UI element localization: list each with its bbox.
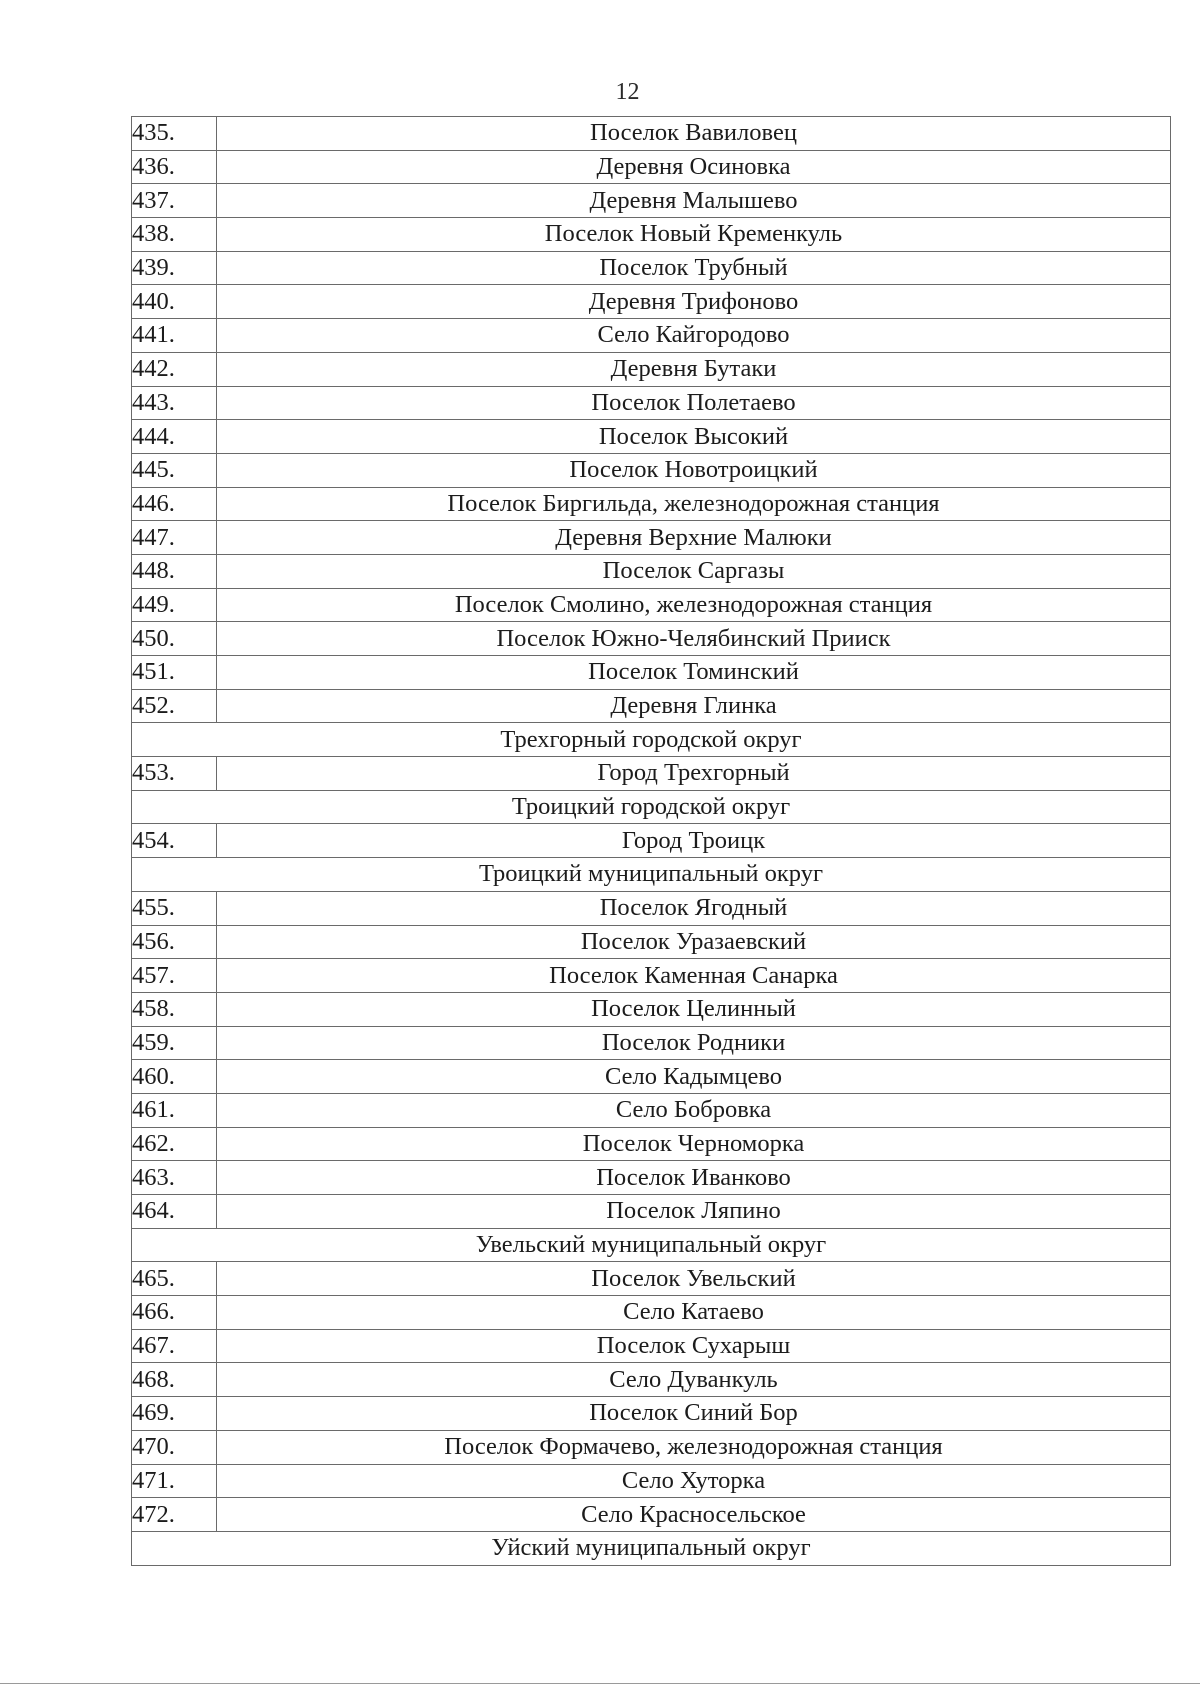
table-row [132,1195,1171,1229]
row-number: 451. [132,656,217,690]
table-row [132,824,1171,858]
row-number: 446. [132,487,217,521]
row-number: 468. [132,1363,217,1397]
settlement-name: Поселок Целинный [217,992,1171,1026]
settlement-name: Поселок Увельский [217,1262,1171,1296]
settlement-name: Поселок Формачево, железнодорожная станция [217,1430,1171,1464]
settlement-name: Поселок Уразаевский [217,925,1171,959]
table-row [132,656,1171,690]
settlement-name: Село Кайгородово [217,319,1171,353]
row-number: 471. [132,1464,217,1498]
row-number: 437. [132,184,217,218]
row-number: 467. [132,1329,217,1363]
table-row [132,959,1171,993]
row-number: 470. [132,1430,217,1464]
settlement-name: Поселок Иванково [217,1161,1171,1195]
settlement-name: Поселок Биргильда, железнодорожная станция [217,487,1171,521]
section-header-row [132,790,1171,824]
row-number: 440. [132,285,217,319]
settlement-name: Поселок Полетаево [217,386,1171,420]
row-number: 466. [132,1296,217,1330]
settlement-name: Поселок Южно-Челябинский Прииск [217,622,1171,656]
table-row [132,184,1171,218]
row-number: 455. [132,891,217,925]
settlement-name: Деревня Бутаки [217,352,1171,386]
section-title: Трехгорный городской округ [132,723,1171,757]
table-row [132,386,1171,420]
row-number: 435. [132,117,217,151]
row-number: 459. [132,1026,217,1060]
settlement-name: Поселок Трубный [217,251,1171,285]
row-number: 461. [132,1093,217,1127]
section-header-row [132,1531,1171,1565]
row-number: 463. [132,1161,217,1195]
settlement-name: Село Дуванкуль [217,1363,1171,1397]
table-row [132,521,1171,555]
table-row [132,992,1171,1026]
row-number: 443. [132,386,217,420]
row-number: 438. [132,218,217,252]
table-row [132,150,1171,184]
table-row [132,925,1171,959]
settlement-name: Деревня Малышево [217,184,1171,218]
row-number: 450. [132,622,217,656]
row-number: 465. [132,1262,217,1296]
table-row [132,1127,1171,1161]
settlement-name: Село Кадымцево [217,1060,1171,1094]
settlement-name: Поселок Ляпино [217,1195,1171,1229]
settlement-name: Поселок Саргазы [217,554,1171,588]
row-number: 452. [132,689,217,723]
settlement-name: Село Катаево [217,1296,1171,1330]
row-number: 462. [132,1127,217,1161]
page-bottom-rule [0,1683,1200,1684]
row-number: 454. [132,824,217,858]
row-number: 436. [132,150,217,184]
settlement-name: Поселок Высокий [217,420,1171,454]
row-number: 472. [132,1498,217,1532]
table-row [132,1060,1171,1094]
table-row [132,487,1171,521]
settlement-name: Деревня Глинка [217,689,1171,723]
settlement-name: Поселок Синий Бор [217,1397,1171,1431]
table-row [132,1430,1171,1464]
settlement-name: Поселок Томинский [217,656,1171,690]
settlement-name: Поселок Каменная Санарка [217,959,1171,993]
settlement-name: Город Трехгорный [217,757,1171,791]
row-number: 456. [132,925,217,959]
settlement-name: Село Бобровка [217,1093,1171,1127]
table-row [132,1498,1171,1532]
table-row [132,757,1171,791]
settlement-name: Поселок Новотроицкий [217,453,1171,487]
table-row [132,588,1171,622]
settlement-name: Село Хуторка [217,1464,1171,1498]
table-row [132,285,1171,319]
table-row [132,1329,1171,1363]
table-row [132,1296,1171,1330]
settlements-table [131,116,1171,1566]
settlement-name: Село Красносельское [217,1498,1171,1532]
table-row [132,689,1171,723]
table-row [132,1363,1171,1397]
section-title: Троицкий городской округ [132,790,1171,824]
row-number: 447. [132,521,217,555]
settlement-name: Поселок Смолино, железнодорожная станция [217,588,1171,622]
settlement-name: Деревня Осиновка [217,150,1171,184]
section-title: Увельский муниципальный округ [132,1228,1171,1262]
table-row [132,218,1171,252]
row-number: 460. [132,1060,217,1094]
settlement-name: Поселок Родники [217,1026,1171,1060]
table-row [132,420,1171,454]
table-row [132,117,1171,151]
row-number: 448. [132,554,217,588]
table-row [132,1464,1171,1498]
row-number: 445. [132,453,217,487]
row-number: 457. [132,959,217,993]
section-header-row [132,723,1171,757]
row-number: 441. [132,319,217,353]
settlements-table-body [132,117,1171,1566]
row-number: 464. [132,1195,217,1229]
row-number: 444. [132,420,217,454]
settlement-name: Поселок Сухарыш [217,1329,1171,1363]
row-number: 442. [132,352,217,386]
table-row [132,622,1171,656]
table-row [132,1397,1171,1431]
table-row [132,251,1171,285]
settlement-name: Поселок Ягодный [217,891,1171,925]
row-number: 439. [132,251,217,285]
table-row [132,1262,1171,1296]
settlement-name: Поселок Вавиловец [217,117,1171,151]
settlement-name: Город Троицк [217,824,1171,858]
table-row [132,352,1171,386]
settlement-name: Деревня Трифоново [217,285,1171,319]
section-header-row [132,1228,1171,1262]
table-row [132,453,1171,487]
table-row [132,1161,1171,1195]
table-row [132,319,1171,353]
page-number: 12 [615,79,640,105]
settlement-name: Поселок Черноморка [217,1127,1171,1161]
row-number: 449. [132,588,217,622]
settlement-name: Поселок Новый Кременкуль [217,218,1171,252]
table-row [132,554,1171,588]
row-number: 458. [132,992,217,1026]
section-header-row [132,858,1171,892]
section-title: Уйский муниципальный округ [132,1531,1171,1565]
table-row [132,1026,1171,1060]
settlement-name: Деревня Верхние Малюки [217,521,1171,555]
table-row [132,891,1171,925]
row-number: 469. [132,1397,217,1431]
row-number: 453. [132,757,217,791]
section-title: Троицкий муниципальный округ [132,858,1171,892]
table-row [132,1093,1171,1127]
